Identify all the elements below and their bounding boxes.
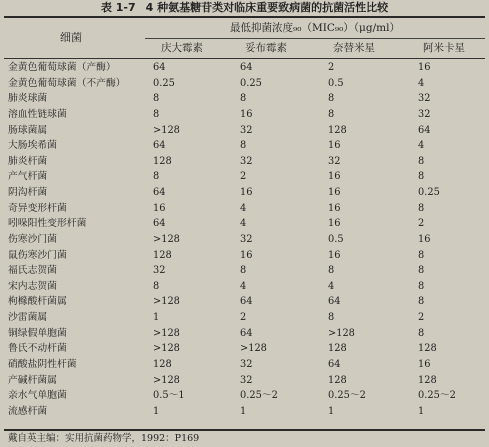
mic-value-cell: 32 <box>240 358 253 370</box>
mic-value-cell: 8 <box>418 171 425 183</box>
mic-value-cell: 64 <box>328 358 341 370</box>
mic-value-cell: >128 <box>153 296 180 308</box>
table-row <box>0 357 489 373</box>
mic-value-cell: 1 <box>418 405 425 417</box>
mic-value-cell: >128 <box>153 124 180 136</box>
mic-value-cell: 16 <box>328 202 341 214</box>
organism-cell: 奇异变形杆菌 <box>8 202 67 214</box>
organism-cell: 鼠伤寒沙门菌 <box>8 249 67 261</box>
table-row <box>0 201 489 217</box>
mic-value-cell: 16 <box>240 108 253 120</box>
mic-value-cell: 1 <box>328 405 335 417</box>
table-row <box>0 216 489 232</box>
mic-value-cell: 2 <box>240 171 247 183</box>
table-title: 4 种氨基糖苷类对临床重要致病菌的抗菌活性比较 <box>145 1 389 14</box>
organism-cell: 宋内志贺菌 <box>8 280 57 292</box>
mic-value-cell: 32 <box>418 93 431 105</box>
source-note: 戴自英主编：实用抗菌药物学，1992：P169 <box>8 433 200 444</box>
mic-value-cell: 2 <box>240 312 247 323</box>
mic-value-cell: 32 <box>328 155 341 167</box>
mic-value-cell: 32 <box>240 155 253 167</box>
mic-group-header: 最低抑菌浓度₉₀（MIC₉₀）（μg/ml） <box>230 22 400 34</box>
table-row <box>0 123 489 139</box>
table-row <box>0 91 489 107</box>
organism-cell: 产碱杆菌属 <box>8 374 57 386</box>
organism-cell: 硝酸盐阴性杆菌 <box>8 358 77 370</box>
mic-value-cell: 32 <box>153 265 166 277</box>
mic-value-cell: 16 <box>418 233 431 245</box>
mic-value-cell: >128 <box>153 374 180 386</box>
organism-cell: 吲哚阳性变形杆菌 <box>8 218 87 230</box>
mic-value-cell: 8 <box>328 93 335 105</box>
mic-value-cell: 16 <box>240 249 253 261</box>
mic-value-cell: 128 <box>153 358 172 370</box>
mic-value-cell: 0.5～1 <box>153 390 185 402</box>
table-row <box>0 294 489 310</box>
table-row <box>0 169 489 185</box>
mic-value-cell: 32 <box>240 124 253 136</box>
organism-cell: 溶血性链球菌 <box>8 108 67 120</box>
mic-value-cell: 16 <box>418 62 431 73</box>
organism-header: 细菌 <box>60 31 82 44</box>
mic-value-cell: 1 <box>240 405 247 417</box>
table-caption <box>0 0 489 16</box>
organism-cell: 铜绿假单胞菌 <box>8 327 67 339</box>
mic-value-cell: 8 <box>418 265 425 277</box>
mic-value-cell: 128 <box>328 374 347 386</box>
mic-value-cell: 16 <box>240 187 253 198</box>
table-row <box>0 232 489 248</box>
column-header-tobramycin: 妥布霉素 <box>245 42 287 54</box>
mic-value-cell: 64 <box>153 62 166 73</box>
mic-value-cell: 8 <box>328 312 335 323</box>
table-row <box>0 248 489 264</box>
organism-cell: 枸橼酸杆菌属 <box>8 296 67 308</box>
mic-value-cell: 8 <box>418 155 425 167</box>
table-row <box>0 388 489 404</box>
table-row <box>0 60 489 76</box>
table-row <box>0 341 489 357</box>
table-row <box>0 310 489 326</box>
mic-value-cell: 4 <box>418 77 425 89</box>
mic-value-cell: 64 <box>240 327 253 339</box>
mic-value-cell: 2 <box>418 312 425 323</box>
mic-value-cell: 0.5 <box>328 77 344 89</box>
mic-value-cell: 32 <box>240 233 253 245</box>
organism-cell: 福氏志贺菌 <box>8 265 57 277</box>
mic-value-cell: 2 <box>328 62 335 73</box>
header-rule <box>4 58 485 59</box>
table-row <box>0 154 489 170</box>
table-row <box>0 138 489 154</box>
mic-value-cell: 64 <box>153 187 166 198</box>
mic-value-cell: >128 <box>153 233 180 245</box>
mic-value-cell: >128 <box>328 327 355 339</box>
mic-value-cell: 8 <box>240 93 247 105</box>
mic-value-cell: 16 <box>418 358 431 370</box>
mic-value-cell: 1 <box>153 312 160 323</box>
mic-value-cell: 128 <box>418 343 437 355</box>
table-row <box>0 404 489 420</box>
table-number: 表 1-7 <box>100 1 136 14</box>
organism-cell: 阴沟杆菌 <box>8 187 48 198</box>
mic-value-cell: 4 <box>240 202 247 214</box>
organism-cell: 大肠埃希菌 <box>8 140 57 152</box>
mic-value-cell: 1 <box>153 405 160 417</box>
mic-value-cell: 16 <box>328 140 341 152</box>
mic-value-cell: 0.25 <box>153 77 175 89</box>
mic-value-cell: 16 <box>328 187 341 198</box>
mic-value-cell: 16 <box>328 249 341 261</box>
organism-cell: 沙雷菌属 <box>8 312 48 323</box>
organism-cell: 金黄色葡萄球菌（产酶） <box>8 62 116 73</box>
mic-value-cell: 8 <box>240 265 247 277</box>
mic-value-cell: 8 <box>418 249 425 261</box>
organism-cell: 亲水气单胞菌 <box>8 390 67 402</box>
mic-value-cell: 32 <box>240 374 253 386</box>
mic-value-cell: 4 <box>240 280 247 292</box>
table-row <box>0 263 489 279</box>
mic-value-cell: 0.25 <box>418 187 440 198</box>
organism-cell: 鲁氏不动杆菌 <box>8 343 67 355</box>
mic-value-cell: 4 <box>240 218 247 230</box>
mic-value-cell: 8 <box>153 108 160 120</box>
mic-value-cell: 0.25～2 <box>418 390 456 402</box>
mic-value-cell: 16 <box>328 171 341 183</box>
mic-value-cell: >128 <box>153 327 180 339</box>
mic-value-cell: 0.25～2 <box>328 390 366 402</box>
organism-cell: 金黄色葡萄球菌（不产酶） <box>8 77 126 89</box>
mic-value-cell: 128 <box>418 374 437 386</box>
organism-cell: 流感杆菌 <box>8 405 48 417</box>
mic-value-cell: 64 <box>240 62 253 73</box>
mic-value-cell: 128 <box>153 249 172 261</box>
mic-value-cell: 64 <box>328 296 341 308</box>
mic-value-cell: 8 <box>240 140 247 152</box>
mic-value-cell: 64 <box>418 124 431 136</box>
mic-value-cell: 8 <box>153 93 160 105</box>
mic-value-cell: 128 <box>328 124 347 136</box>
mic-value-cell: 2 <box>418 218 425 230</box>
mic-value-cell: 8 <box>153 171 160 183</box>
mic-value-cell: 0.5 <box>328 233 344 245</box>
mic-value-cell: 4 <box>418 140 425 152</box>
mic-value-cell: >128 <box>153 343 180 355</box>
mic-value-cell: 8 <box>328 265 335 277</box>
table-row <box>0 326 489 342</box>
column-header-amikacin: 阿米卡星 <box>423 42 465 54</box>
table-body <box>0 60 489 419</box>
mic-value-cell: 64 <box>153 140 166 152</box>
mic-value-cell: 4 <box>328 280 335 292</box>
mic-value-cell: 0.25 <box>240 77 262 89</box>
mic-value-cell: 8 <box>153 280 160 292</box>
mic-value-cell: 32 <box>418 108 431 120</box>
organism-cell: 产气杆菌 <box>8 171 48 183</box>
table-row <box>0 373 489 389</box>
mic-value-cell: 8 <box>418 280 425 292</box>
column-headers <box>145 39 485 58</box>
mic-value-cell: 0.25～2 <box>240 390 278 402</box>
mic-value-cell: 8 <box>418 327 425 339</box>
mic-value-cell: 16 <box>153 202 166 214</box>
mic-value-cell: 128 <box>328 343 347 355</box>
organism-cell: 肠球菌属 <box>8 124 48 136</box>
table-row <box>0 76 489 92</box>
table-row <box>0 107 489 123</box>
mic-value-cell: 8 <box>328 108 335 120</box>
column-header-gentamicin: 庆大霉素 <box>161 42 203 54</box>
organism-cell: 肺炎杆菌 <box>8 155 48 167</box>
mic-value-cell: 64 <box>153 218 166 230</box>
column-header-netilmicin: 奈替米星 <box>333 42 375 54</box>
organism-cell: 肺炎球菌 <box>8 93 48 105</box>
mic-value-cell: 16 <box>328 218 341 230</box>
mic-value-cell: 128 <box>153 155 172 167</box>
mic-value-cell: 64 <box>240 296 253 308</box>
table-row <box>0 279 489 295</box>
organism-cell: 伤寒沙门菌 <box>8 233 57 245</box>
table-row <box>0 185 489 201</box>
mic-value-cell: >128 <box>240 343 267 355</box>
mic-value-cell: 8 <box>418 296 425 308</box>
mic-value-cell: 8 <box>418 202 425 214</box>
